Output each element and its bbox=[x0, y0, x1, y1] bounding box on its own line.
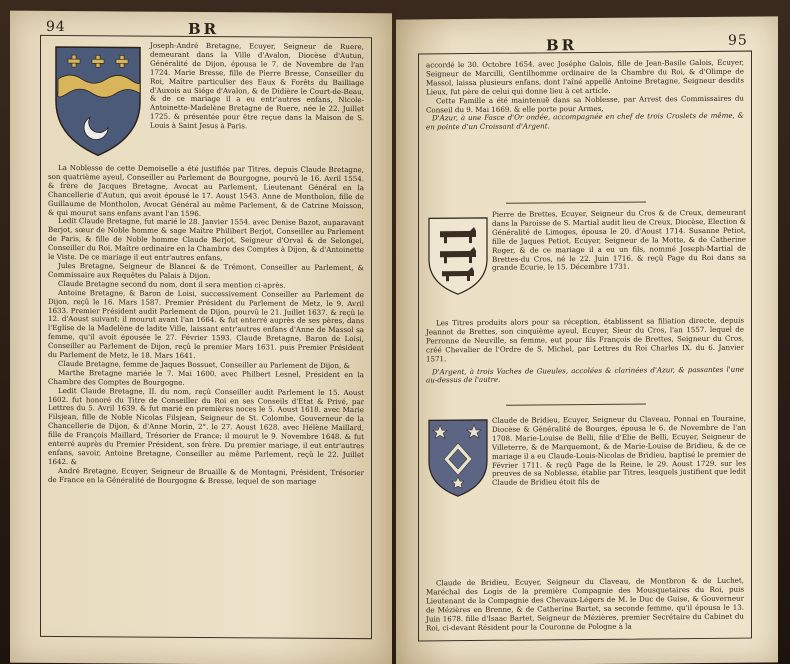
left-page bbox=[10, 11, 392, 664]
paragraph: accordé le 30. Octobre 1654. avec Joséphe Galois, fille de Jean-Basile Galois, Ecuyer, Seigneur de Marcilli, Gentilhomme ordinaire de la Chambre du Roi, & d'Olimpe de Massol, laissa plusieurs enfans, dont l'aîné appellé Antoine Bretagne, Seigneur desdits Lieux, fut père de celui qui donne lieu à cet article. bbox=[426, 57, 744, 97]
right-folio: 95 bbox=[728, 32, 748, 49]
paragraph: Ledit Claude Bretagne, fut marié le 28. Janvier 1554. avec Denise Bazot, auparavant Berjot, sœur de Noble homme & sage Maître Philibert Berjot, Conseiller au Parlement de Paris, & fille de Noble homme Claude Berjot, Seigneur d'Orval & de Selongei, Conseiller du Roi, Maître ordinaire en la Chambre des Comptes à Dijon, & d'Antoinette le Viste. De ce mariage il eut entr'autres enfans, bbox=[48, 216, 364, 263]
left-entry-body bbox=[48, 164, 364, 487]
right-heading: BR bbox=[546, 36, 578, 55]
paragraph: Antoine Bretagne, & Baron de Loisi, successivement Conseiller au Parlement de Dijon, reçû le 16. Mars 1587. Premier Président du Parlement de Metz, le 9. Avril 1633. Premier Président audit Parlement de Dijon, pourvû le 21. Juillet 1637. & reçû le 12. d'Aoust suivant; il mourut avant l'an 1664. & fut enterré auprès de ses pères, dans l'Eglise de la Madelène de ladite Ville, laissant entr'autres enfans d'Anne de Massol sa femme, qu'il avoit épousée le 27. Février 1593. Claude Bretagne, Baron de Loisi, Conseiller au Parlement de Dijon, reçû le premier Mars 1631. puis Premier Président du Parlement de Metz, le 18. Mars 1641. bbox=[48, 287, 364, 360]
arms-blazon: D'Argent, à trois Vaches de Gueules, accolées & clarinées d'Azur, & passantes l'une au-dessus de l'autre. bbox=[426, 364, 744, 385]
bridieu-entry-continued bbox=[426, 577, 744, 633]
right-page bbox=[396, 16, 778, 664]
bretagne-coat-of-arms bbox=[50, 41, 146, 160]
brettes-entry bbox=[492, 209, 746, 274]
paragraph: Claude Bretagne, femme de Jaques Bossuet, Conseiller au Parlement de Dijon, & bbox=[58, 358, 350, 370]
paragraph: Jules Bretagne, Seigneur de Blancei & de Trémont, Conseiller au Parlement, & Commissaire aux Requêtes du Palais à Dijon. bbox=[48, 260, 364, 280]
left-folio: 94 bbox=[46, 18, 66, 36]
entry-brettes: Pierre de Brettes, Ecuyer, Seigneur du Cros & de Creux, demeurant dans la Paroisse de S. Martial audit lieu de Creux, Diocèse, Election & Généralité de Limoges, épousa le 20. d'Aoust 1714. Susanne Petiot, fille de Jaques Petiot, Ecuyer, Seigneur de la Motte, & de Catherine Roger, & de ce mariage il a eu un fils, nommé Joseph-Martial de Brettes-du Cros, né le 22. Juin 1716. & reçû Page du Roi dans sa grande Ecurie, le 15. Décembre 1731. bbox=[492, 207, 746, 273]
bridieu-coat-of-arms bbox=[426, 417, 490, 500]
left-entry-intro bbox=[150, 42, 364, 133]
paragraph: Cette Famille a été maintenuë dans sa Noblesse, par Arrest des Commissaires du Conseil du 9. Mai 1669. & elle porte pour Armes, bbox=[426, 93, 744, 114]
paragraph: Marthe Bretagne mariée le 7. Mai 1600. avec Philbert Lesnel, Président en la Chambre des Comptes de Bourgogne. bbox=[48, 367, 364, 387]
brettes-coat-of-arms bbox=[426, 215, 490, 298]
paragraph: André Bretagne, Ecuyer, Seigneur de Bruaille & de Montagni, Président, Trésorier de France en la Généralité de Bourgogne & Bresse, lequel de son mariage bbox=[48, 465, 364, 486]
right-continuation bbox=[426, 59, 744, 133]
left-heading: BR bbox=[188, 19, 220, 39]
paragraph: Claude Bretagne second du nom, dont il sera mention ci-après. bbox=[58, 278, 286, 290]
bridieu-entry bbox=[492, 415, 746, 488]
paragraph: Ledit Claude Bretagne, II. du nom, reçû Conseiller audit Parlement le 15. Aoust 1602. fut honoré du Titre de Conseiller du Roi en ses Conseils d'Etat & Privé, par Lettres du 5. Avril 1639. & fut marié en premières noces le 5. Aoust 1618. avec Marie Filsjean, fille de Noble Nicolas Filsjean, Seigneur de St. Colombe, Gouverneur de la Chancellerie de Dijon, & d'Anne Morin, 2°. le 27. Aoust 1628. avec Hélène Maillard, fille de François Maillard, Trésorier de France; il mourut le 9. Novembre 1648. & fut enterré auprès du Premier Président, son frère. Du premier mariage, il eut entr'autres enfans, savoir, Antoine Bretagne, Conseiller au même Parlement, reçû le 22. Juillet 1642. & bbox=[48, 385, 364, 467]
arms-blazon: D'Azur, à une Fasce d'Or ondée, accompagnée en chef de trois Croslets de même, & en pointe d'un Croissant d'Argent. bbox=[426, 111, 744, 132]
entry-bridieu: Claude de Bridieu, Ecuyer, Seigneur du Claveau, Ponnai en Touraine, Diocèse & Généralité de Bourges, épousa le 6. de Novembre de l'an 1708. Marie-Louise de Belli, fille d'Elie de Belli, Ecuyer, Seigneur de Villeterre, & de Marquemont, & de Marie-Louise de Bridieu, & de ce mariage il a eu Claude-Louis-Nicolas de Bridieu, baptisé le premier de Février 1711. & reçû Page de la Reine, le 29. Aoust 1729. sur les preuves de sa Noblesse, établie par Titres, lesquels justifient que ledit Claude de Bridieu étoit fils de bbox=[492, 413, 746, 488]
paragraph: Les Titres produits alors pour sa réception, établissent sa filiation directe, depuis Jeannot de Brettes, son cinquième ayeul, Ecuyer, Sieur du Cros, l'an 1557. lequel de Perronne de Neuville, sa femme, eut pour fils François de Brettes, Seigneur du Cros, créé Chevalier de l'Ordre de S. Michel, par Lettres du Roi Charles IX. du 6. Janvier 1571. bbox=[426, 315, 744, 364]
brettes-entry-continued bbox=[426, 317, 744, 386]
paragraph: La Noblesse de cette Demoiselle a été justifiée par Titres, depuis Claude Bretagne, son quatrième ayeul, Conseiller au Parlement de Bourgogne, pourvû le 16. Avril 1554. & frère de Jacques Bretagne, Avocat au Parlement, Lieutenant Général en la Chancellerie d'Autun, qui avoit épousé le 17. Aoust 1543. Anne de Montholon, fille de Guillaume de Montholon, Avocat Général au même Parlement, & de Catrine Moisson, & qui mourut sans enfans avant l'an 1596. bbox=[48, 163, 364, 218]
entry-bretagne-intro: Joseph-André Bretagne, Ecuyer, Seigneur de Ruere, demeurant dans la Ville d'Avalon, Diocèse d'Autun, Généralité de Dijon, épousa le 7. de Novembre de l'an 1724. Marie Bresse, fille de Pierre Bresse, Conseiller du Roi, Maître particulier des Eaux & Forêts du Bailliage d'Auxois au Siége d'Avalon, & de Didière le Court-de-Beau, & de ce mariage il a eu entr'autres enfans, Nicole-Antoinette-Madelène Bretagne de Ruere, née le 22. Juillet 1725. & présentée pour être reçue dans la Maison de S. Louis à Saint Jesus à Paris. bbox=[150, 40, 364, 131]
paragraph: Claude de Bridieu, Ecuyer, Seigneur du Claveau, de Montbron & de Luchet, Maréchal des Logis de la première Compagnie des Mousquetaires du Roi, puis Lieutenant de la Compagnie des Chevaux-Légers de M. le Duc de Guise, & Gouverneur de Mézières en Brenne, & de Catherine Bartet, sa seconde femme, qu'il épousa le 13. Juin 1678. fille d'Isaac Bartet, Seigneur de Mézières, premier Secrétaire du Cabinet du Roi, ci-devant Résident pour la Couronne de Pologne à la bbox=[426, 575, 744, 632]
